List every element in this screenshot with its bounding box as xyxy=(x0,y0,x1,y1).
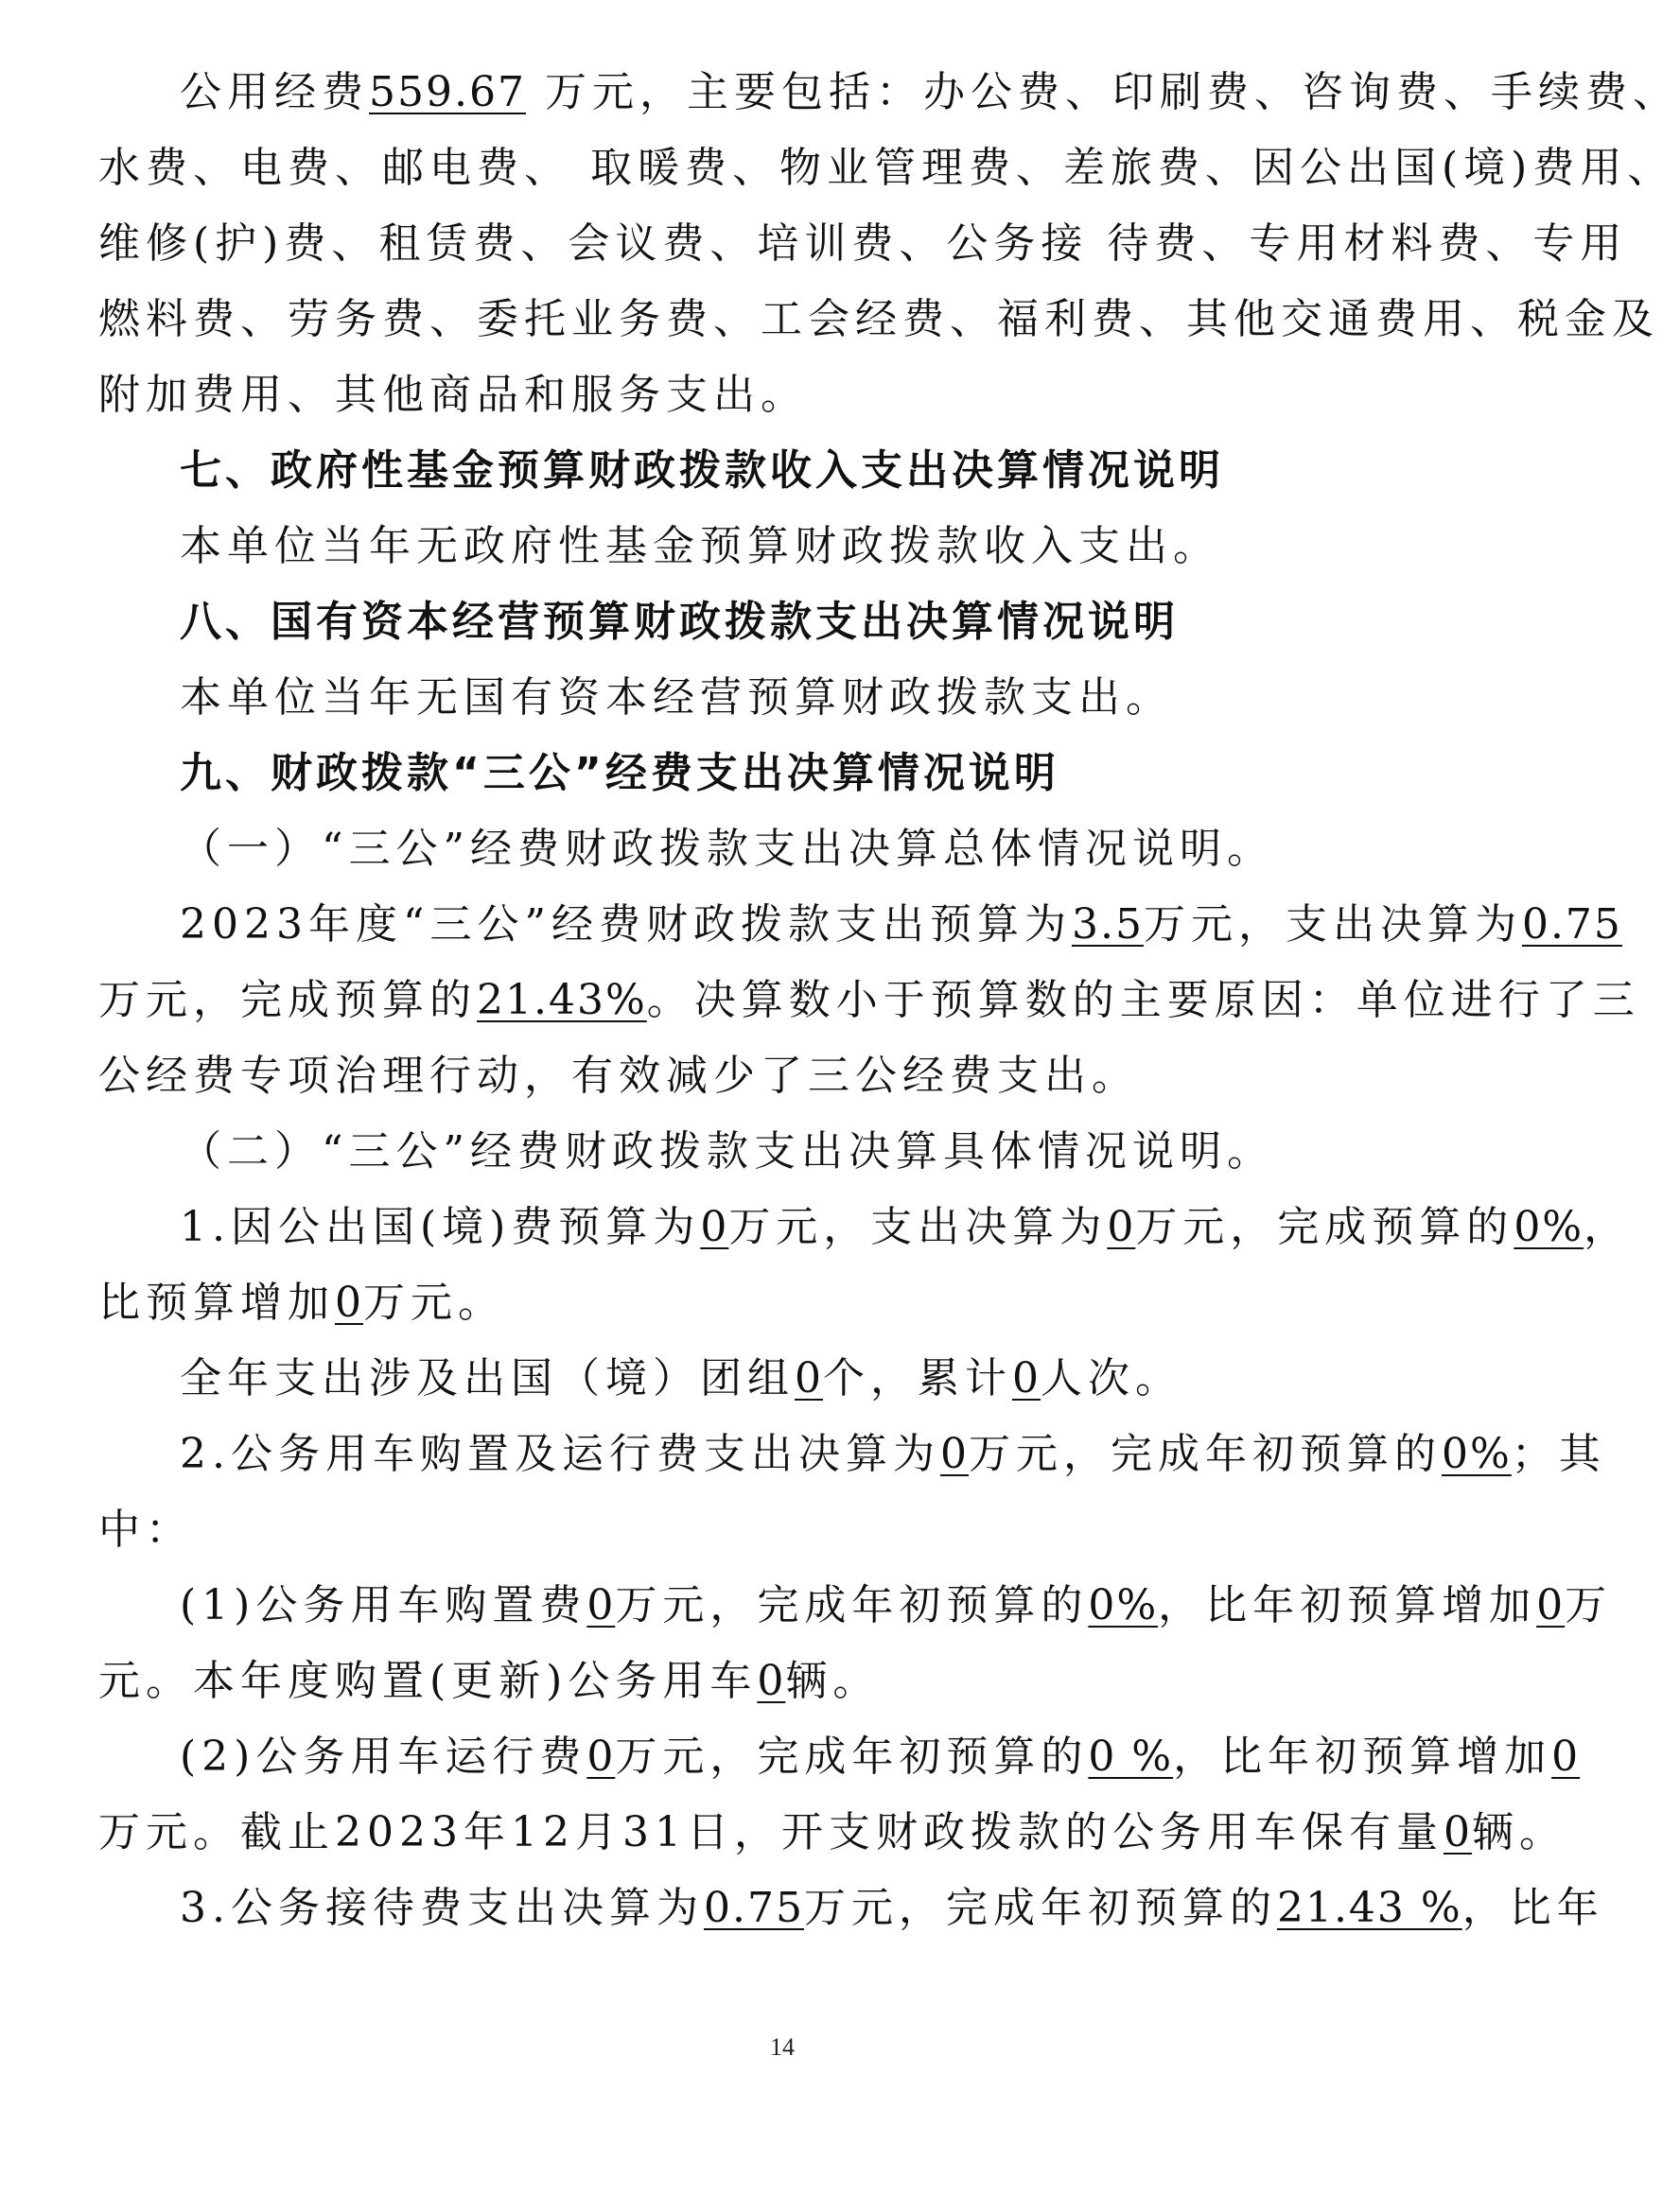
section-heading: 七、政府性基金预算财政拨款收入支出决算情况说明 xyxy=(180,446,1224,495)
paragraph-line: 全年支出涉及出国（境）团组0个，累计0人次。 xyxy=(180,1354,1182,1402)
paragraph-line: 比预算增加0万元。 xyxy=(98,1279,505,1327)
increase-value: 0 xyxy=(1551,1733,1581,1781)
budget-value: 3.5 xyxy=(1071,900,1144,949)
budget-value: 0 xyxy=(700,1203,729,1251)
groups-value: 0 xyxy=(795,1354,823,1402)
paragraph-line: 本单位当年无国有资本经营预算财政拨款支出。 xyxy=(180,673,1173,722)
holdings-value: 0 xyxy=(1443,1808,1472,1856)
paragraph-line: 本单位当年无政府性基金预算财政拨款收入支出。 xyxy=(180,522,1220,570)
paragraph-line: 2.公务用车购置及运行费支出决算为0万元，完成年初预算的0%；其 xyxy=(180,1430,1606,1478)
section-heading: 九、财政拨款“三公”经费支出决算情况说明 xyxy=(180,749,1059,797)
paragraph-line: (1)公务用车购置费0万元，完成年初预算的0%，比年初预算增加0万 xyxy=(180,1581,1613,1629)
rate-value: 0% xyxy=(1441,1430,1512,1478)
page-number: 14 xyxy=(770,2033,795,2061)
subsection-heading: （二）“三公”经费财政拨款支出决算具体情况说明。 xyxy=(180,1127,1274,1176)
rate-value: 21.43% xyxy=(477,976,647,1024)
rate-value: 0% xyxy=(1088,1581,1159,1629)
actual-value: 0 xyxy=(939,1430,969,1478)
rate-value: 0 % xyxy=(1088,1733,1174,1781)
paragraph-line: 3.公务接待费支出决算为0.75万元，完成年初预算的21.43 %，比年 xyxy=(180,1884,1604,1932)
paragraph-line: 公经费专项治理行动，有效减少了三公经费支出。 xyxy=(98,1052,1139,1100)
persons-value: 0 xyxy=(1012,1354,1041,1402)
actual-value: 0 xyxy=(1107,1203,1136,1251)
paragraph-line: 公用经费559.67 万元，主要包括：办公费、印刷费、咨询费、手续费、 xyxy=(180,68,1680,116)
paragraph-line: 1.因公出国(境)费预算为0万元，支出决算为0万元，完成预算的0%， xyxy=(180,1203,1632,1251)
paragraph-line: 2023年度“三公”经费财政拨款支出预算为3.5万元，支出决算为0.75 xyxy=(180,900,1622,949)
subsection-heading: （一）“三公”经费财政拨款支出决算总体情况说明。 xyxy=(180,825,1274,873)
amount-value: 559.67 xyxy=(369,68,526,116)
paragraph-line: 维修(护)费、租赁费、会议费、培训费、公务接 待费、专用材料费、专用 xyxy=(98,219,1628,268)
paragraph-line: 元。本年度购置(更新)公务用车0辆。 xyxy=(98,1657,881,1705)
cost-value: 0 xyxy=(586,1581,616,1629)
paragraph-line: 万元，完成预算的21.43%。决算数小于预算数的主要原因：单位进行了三 xyxy=(98,976,1640,1024)
increase-value: 0 xyxy=(1536,1581,1566,1629)
paragraph-line: 燃料费、劳务费、委托业务费、工会经费、福利费、其他交通费用、税金及 xyxy=(98,295,1659,343)
section-heading: 八、国有资本经营预算财政拨款支出决算情况说明 xyxy=(180,598,1179,646)
vehicles-value: 0 xyxy=(757,1657,786,1705)
paragraph-line: 水费、电费、邮电费、 取暖费、物业管理费、差旅费、因公出国(境)费用、 xyxy=(98,144,1675,192)
rate-value: 21.43 % xyxy=(1276,1884,1462,1932)
paragraph-line: (2)公务用车运行费0万元，完成年初预算的0 %，比年初预算增加0 xyxy=(180,1733,1581,1781)
cost-value: 0 xyxy=(586,1733,616,1781)
paragraph-line: 万元。截止2023年12月31日，开支财政拨款的公务用车保有量0辆。 xyxy=(98,1808,1566,1856)
actual-value: 0.75 xyxy=(703,1884,804,1932)
paragraph-line: 附加费用、其他商品和服务支出。 xyxy=(98,371,808,419)
paragraph-line: 中： xyxy=(98,1506,193,1554)
rate-value: 0% xyxy=(1514,1203,1584,1251)
increase-value: 0 xyxy=(335,1279,363,1327)
actual-value: 0.75 xyxy=(1521,900,1622,949)
